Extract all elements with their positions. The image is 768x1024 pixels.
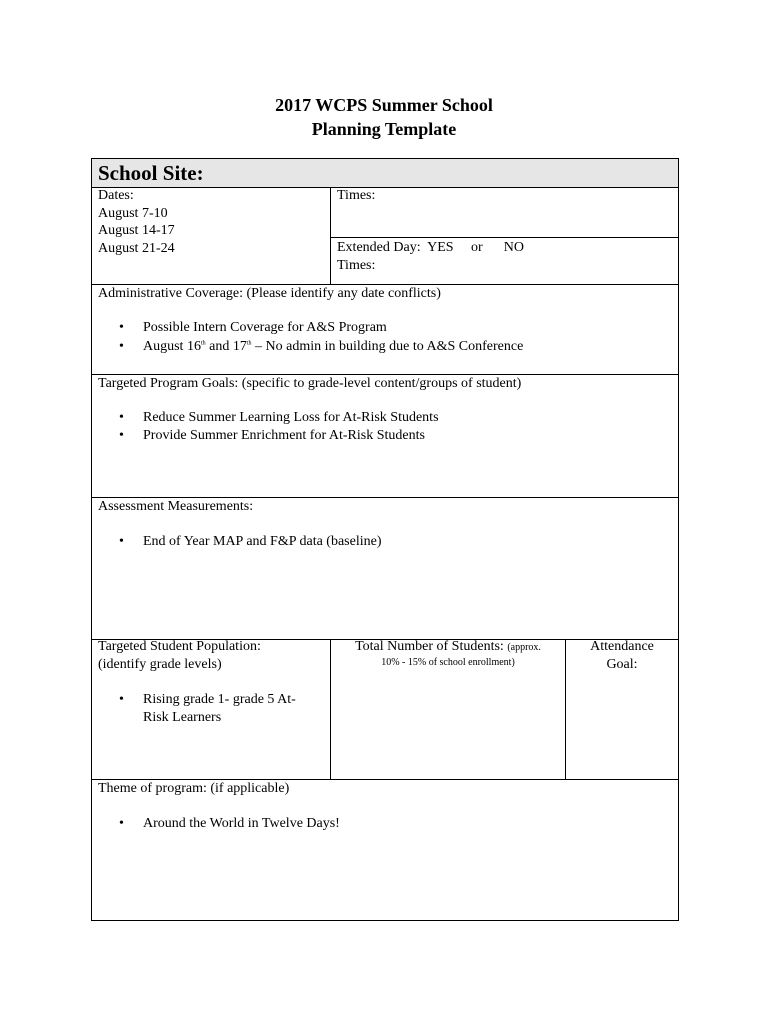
total-students-note-line2: 10% - 15% of school enrollment)	[381, 657, 515, 668]
dates-label: Dates:	[98, 188, 134, 203]
times-label: Times:	[337, 188, 376, 203]
extended-day-times-label: Times:	[337, 258, 376, 273]
theme-label: Theme of program: (if applicable)	[98, 781, 290, 796]
document-title-line1: 2017 WCPS Summer School	[275, 95, 493, 115]
extended-day-line	[337, 239, 524, 257]
bullet-icon: •	[119, 534, 124, 549]
bullet-icon: •	[119, 692, 124, 707]
total-students-label: Total Number of Students:	[355, 639, 504, 654]
date-item: August 21-24	[98, 241, 175, 256]
total-students-note: (approx.	[507, 642, 541, 653]
extended-day-label: Extended Day:	[337, 240, 421, 255]
student-population-sublabel: (identify grade levels)	[98, 657, 222, 672]
student-population-bullet-continued: Risk Learners	[143, 710, 222, 725]
assessment-label: Assessment Measurements:	[98, 499, 254, 514]
attendance-label: Attendance	[590, 639, 654, 654]
total-students-label-line	[331, 638, 565, 657]
extended-day-yes: YES	[427, 240, 454, 255]
date-item: August 14-17	[98, 223, 175, 238]
bullet-icon: •	[119, 816, 124, 831]
divider-times-extended	[331, 237, 678, 238]
divider-below-site	[92, 187, 678, 188]
divider-dates-times	[330, 187, 331, 284]
admin-coverage-label: Administrative Coverage: (Please identify any date conflicts)	[98, 286, 441, 301]
program-goals-label: Targeted Program Goals: (specific to grade-level content/groups of student)	[98, 376, 522, 391]
planning-form: School Site: Dates: August 7-10 August 14-17 August 21-24 Times: Extended Day: YES or NO Times: Administrative Coverage: (Please identify any date conflicts) • Possible Intern Coverage for A&S Program • August 16th and 17th – No admin in building due to A&S Conference Targeted Program Goals: (specific to grade-level content/groups of student) • Reduce Summer Learning Loss for At-Risk Students • Provide Summer Enrichment for At-Risk Students Assessment Measurements: • End of Year MAP and F&P data (baseline) Targeted Student Population: (identify grade levels) • Rising grade 1- grade 5 At- Risk Learners Total Number of Students: (approx. 10% - 15% of school enrollment) Attendance Goal: Theme of program: (if applicable) • Around the World in Twelve Days!	[91, 158, 679, 921]
extended-day-no: NO	[503, 240, 524, 255]
date-item: August 7-10	[98, 206, 168, 221]
student-population-label: Targeted Student Population:	[98, 639, 261, 654]
document-title-line2: Planning Template	[311, 119, 457, 139]
school-site-label: School Site:	[98, 161, 204, 185]
bullet-icon: •	[119, 320, 124, 335]
bullet-icon: •	[119, 339, 124, 354]
attendance-goal-label: Goal:	[606, 657, 638, 672]
bullet-icon: •	[119, 410, 124, 425]
extended-day-or: or	[471, 240, 483, 255]
bullet-icon: •	[119, 428, 124, 443]
